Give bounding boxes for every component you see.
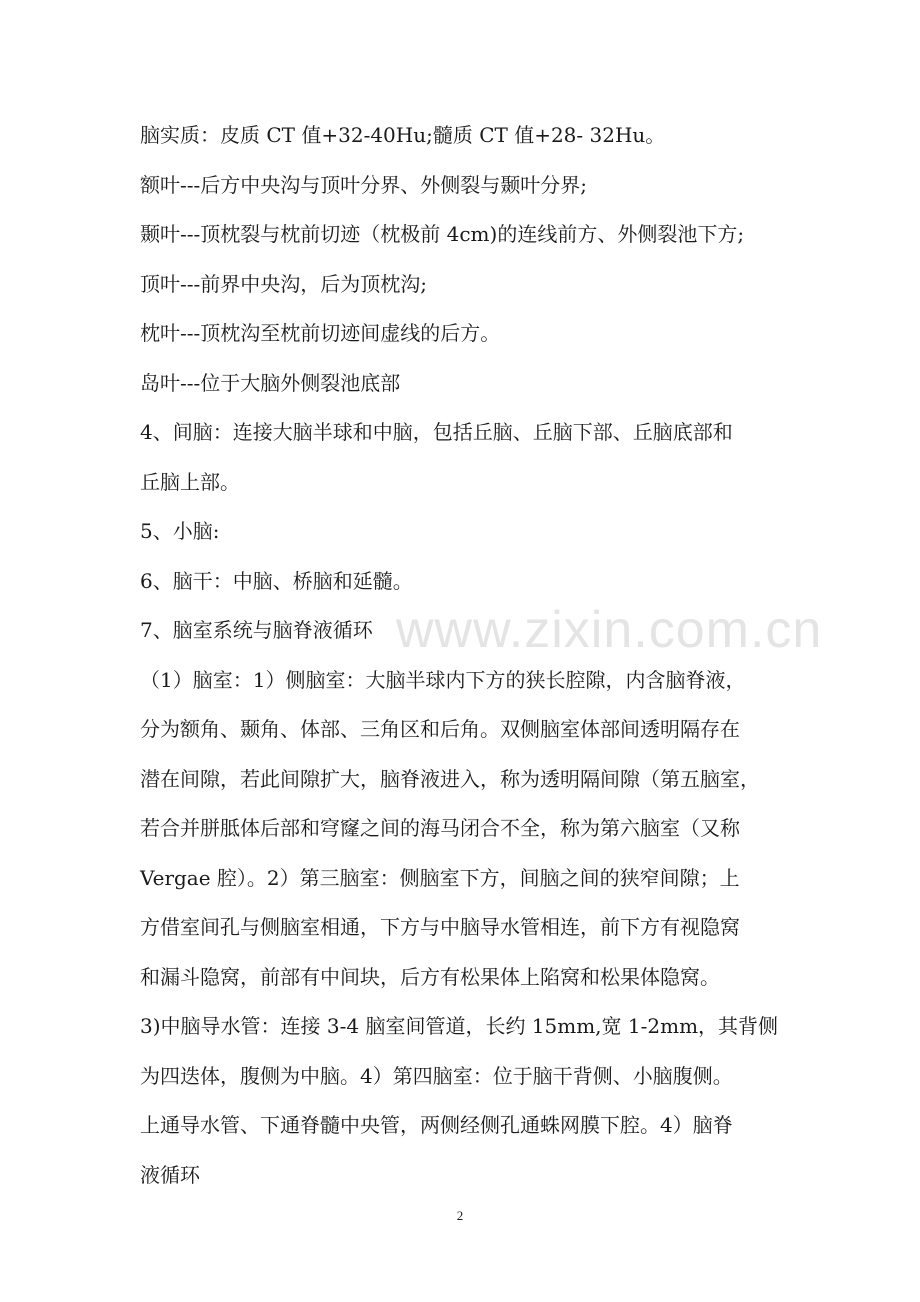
body-line: 3)中脑导水管：连接 3-4 脑室间管道，长约 15mm,宽 1-2mm，其背侧 xyxy=(140,1014,779,1038)
body-line: 颞叶---顶枕裂与枕前切迹（枕极前 4cm)的连线前方、外侧裂池下方; xyxy=(140,222,745,246)
body-line: 潜在间隙，若此间隙扩大，脑脊液进入，称为透明隔间隙（第五脑室， xyxy=(140,766,760,791)
body-line: （1）脑室：1）侧脑室：大脑半球内下方的狭长腔隙，内含脑脊液， xyxy=(140,667,746,692)
body-line: Vergae 腔）。2）第三脑室：侧脑室下方，间脑之间的狭窄间隙；上 xyxy=(140,865,740,890)
body-line: 枕叶---顶枕沟至枕前切迹间虚线的后方。 xyxy=(140,321,501,345)
body-line: 若合并胼胝体后部和穹窿之间的海马闭合不全，称为第六脑室（又称 xyxy=(140,816,740,840)
body-line: 上通导水管、下通脊髓中央管，两侧经侧孔通蛛网膜下腔。4）脑脊 xyxy=(140,1113,733,1137)
body-line: 液循环 xyxy=(140,1162,200,1187)
document-body xyxy=(140,116,790,1205)
site-watermark: www.zixin.com.cn xyxy=(396,601,823,659)
body-line: 4、间脑：连接大脑半球和中脑，包括丘脑、丘脑下部、丘脑底部和 xyxy=(140,420,733,444)
body-line: 额叶---后方中央沟与顶叶分界、外侧裂与颞叶分界; xyxy=(140,172,588,197)
body-line: 分为额角、颞角、体部、三角区和后角。双侧脑室体部间透明隔存在 xyxy=(140,717,740,741)
body-line: 6、脑干：中脑、桥脑和延髓。 xyxy=(140,568,413,593)
body-line: 丘脑上部。 xyxy=(140,469,240,494)
body-line: 为四迭体，腹侧为中脑。4）第四脑室：位于脑干背侧、小脑腹侧。 xyxy=(140,1063,733,1088)
body-line: 顶叶---前界中央沟，后为顶枕沟; xyxy=(140,271,428,296)
body-line: 脑实质：皮质 CT 值+32-40Hu;髓质 CT 值+28- 32Hu。 xyxy=(140,123,666,147)
page-number: 2 xyxy=(456,1208,464,1223)
body-line: 和漏斗隐窝，前部有中间块，后方有松果体上陷窝和松果体隐窝。 xyxy=(140,964,720,989)
body-line: 7、脑室系统与脑脊液循环 xyxy=(140,618,373,642)
body-line: 岛叶---位于大脑外侧裂池底部 xyxy=(140,370,401,395)
body-line: 5、小脑: xyxy=(140,519,220,543)
body-line: 方借室间孔与侧脑室相通，下方与中脑导水管相连，前下方有视隐窝 xyxy=(140,915,740,939)
